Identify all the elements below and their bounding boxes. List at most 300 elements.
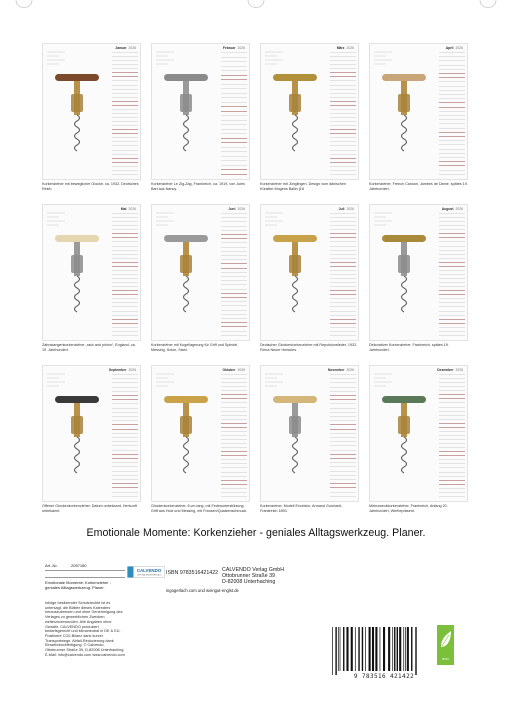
barcode-bar xyxy=(399,627,401,671)
day-line xyxy=(221,293,247,294)
day-line xyxy=(439,69,465,70)
day-line xyxy=(439,170,465,171)
day-line xyxy=(221,407,247,408)
day-line xyxy=(112,246,138,247)
day-line xyxy=(330,302,356,303)
month-year: 2026 xyxy=(346,368,354,372)
day-line xyxy=(330,241,356,242)
day-line xyxy=(439,451,465,452)
month-year: 2026 xyxy=(346,207,354,211)
day-line xyxy=(439,407,465,408)
day-line xyxy=(439,225,465,226)
day-line xyxy=(221,52,247,53)
day-line xyxy=(439,476,465,477)
month-name: Juli xyxy=(338,207,345,211)
month-caption: Korkenzieher, French Cancan, Jambes de Dame, spätes 19. Jahrhundert. xyxy=(369,182,468,191)
day-line xyxy=(112,412,138,413)
day-line xyxy=(439,262,465,263)
day-line xyxy=(439,60,465,61)
day-line xyxy=(112,250,138,251)
article-number xyxy=(45,563,125,568)
barcode-bar xyxy=(392,627,393,671)
day-line xyxy=(330,137,356,138)
day-line xyxy=(112,483,138,484)
day-line xyxy=(221,230,247,231)
day-line xyxy=(221,284,247,285)
day-line xyxy=(439,52,465,53)
day-line xyxy=(112,262,138,263)
day-line xyxy=(112,387,138,388)
barcode-bar xyxy=(355,627,356,671)
day-line xyxy=(112,85,138,86)
day-line xyxy=(330,133,356,134)
day-line xyxy=(439,431,465,432)
day-line xyxy=(221,374,247,375)
publisher-line: Ottobrunner Straße 39 xyxy=(222,573,275,580)
day-line xyxy=(221,419,247,420)
barcode-bar xyxy=(411,627,412,671)
day-line xyxy=(439,65,465,66)
month-photo-frame xyxy=(151,365,250,502)
day-line xyxy=(330,93,356,94)
day-line xyxy=(221,394,247,395)
day-line xyxy=(221,115,247,116)
day-line xyxy=(221,476,247,477)
month-year: 2026 xyxy=(128,207,136,211)
day-line xyxy=(330,315,356,316)
day-line xyxy=(330,258,356,259)
day-line xyxy=(112,327,138,328)
day-line xyxy=(439,488,465,489)
day-line xyxy=(221,459,247,460)
day-line xyxy=(330,382,356,383)
month-name: April xyxy=(445,46,454,50)
day-line xyxy=(221,318,247,319)
day-line xyxy=(330,395,356,396)
month-name: September xyxy=(108,368,127,372)
day-line xyxy=(112,315,138,316)
day-line xyxy=(221,133,247,134)
month-year: 2026 xyxy=(346,46,354,50)
barcode xyxy=(328,627,440,679)
day-line xyxy=(439,56,465,57)
month-cell xyxy=(260,204,359,356)
day-line xyxy=(439,123,465,124)
day-line xyxy=(221,111,247,112)
day-line xyxy=(112,150,138,151)
corkscrew-photo xyxy=(261,366,331,501)
day-line xyxy=(112,278,138,279)
day-line xyxy=(330,387,356,388)
barcode-bar xyxy=(388,627,390,671)
day-line xyxy=(439,398,465,399)
day-line xyxy=(330,158,356,159)
month-caption: Deutscher Glockenkorkenzieher mit Repulsionsfeder, 1932, Firma Neuer Herkules. xyxy=(260,343,358,352)
day-line xyxy=(221,322,247,323)
day-line xyxy=(112,145,138,146)
day-line xyxy=(112,399,138,400)
month-cell xyxy=(151,43,250,195)
day-line xyxy=(112,254,138,255)
day-line xyxy=(112,229,138,230)
day-line xyxy=(330,225,356,226)
month-photo-frame xyxy=(42,365,141,502)
day-lines xyxy=(112,374,138,500)
day-lines xyxy=(330,52,356,178)
day-line xyxy=(330,335,356,336)
barcode-bar xyxy=(380,627,381,671)
barcode-bar xyxy=(335,627,336,675)
day-line xyxy=(112,311,138,312)
day-line xyxy=(439,217,465,218)
day-line xyxy=(221,106,247,107)
day-line xyxy=(330,412,356,413)
day-line xyxy=(330,496,356,497)
day-line xyxy=(112,117,138,118)
day-line xyxy=(112,466,138,467)
day-line xyxy=(439,119,465,120)
month-year: 2026 xyxy=(237,368,245,372)
day-line xyxy=(439,286,465,287)
day-line xyxy=(439,443,465,444)
barcode-number: 9 783516 421422 xyxy=(353,673,415,680)
day-line xyxy=(330,266,356,267)
day-line xyxy=(112,113,138,114)
day-line xyxy=(221,435,247,436)
day-line xyxy=(112,97,138,98)
month-label xyxy=(328,368,354,372)
day-line xyxy=(112,60,138,61)
day-line xyxy=(112,141,138,142)
day-line xyxy=(330,68,356,69)
day-line xyxy=(439,378,465,379)
barcode-bar xyxy=(343,627,344,671)
day-line xyxy=(330,246,356,247)
day-line xyxy=(221,310,247,311)
day-line xyxy=(330,327,356,328)
day-line xyxy=(221,259,247,260)
month-label xyxy=(222,368,245,372)
day-line xyxy=(221,221,247,222)
day-line xyxy=(221,289,247,290)
day-line xyxy=(112,174,138,175)
day-line xyxy=(439,140,465,141)
day-line xyxy=(439,394,465,395)
day-line xyxy=(330,323,356,324)
day-line xyxy=(221,488,247,489)
day-line xyxy=(439,390,465,391)
day-line xyxy=(112,323,138,324)
day-line xyxy=(439,447,465,448)
day-line xyxy=(112,437,138,438)
month-name: August xyxy=(441,207,454,211)
day-line xyxy=(112,233,138,234)
day-lines xyxy=(439,374,465,500)
day-line xyxy=(439,302,465,303)
month-name: Dezember xyxy=(437,368,454,372)
day-line xyxy=(112,433,138,434)
day-line xyxy=(330,294,356,295)
month-photo-frame xyxy=(42,204,141,341)
day-line xyxy=(439,290,465,291)
day-line xyxy=(112,420,138,421)
page-title: Emotionale Momente: Korkenzieher - geniales Alltagswerkzeug. Planer. xyxy=(86,527,426,539)
month-cell xyxy=(369,365,468,517)
day-line xyxy=(439,115,465,116)
corkscrew-photo xyxy=(43,366,113,501)
month-name: März xyxy=(336,46,345,50)
day-line xyxy=(330,154,356,155)
day-line xyxy=(221,238,247,239)
day-line xyxy=(221,411,247,412)
day-line xyxy=(221,93,247,94)
publisher-line: D-82008 Unterhaching xyxy=(222,579,276,586)
day-lines xyxy=(221,213,247,339)
month-caption: Offener Glockenkorkenzieher. Datum unbekannt, Herkunft unbekannt. xyxy=(42,504,137,513)
month-cell xyxy=(260,43,359,195)
day-lines xyxy=(439,213,465,339)
day-line xyxy=(112,133,138,134)
month-photo-frame xyxy=(151,204,250,341)
day-line xyxy=(439,153,465,154)
month-photo-frame xyxy=(260,43,359,180)
day-line xyxy=(112,286,138,287)
day-line xyxy=(112,213,138,214)
barcode-bar xyxy=(340,627,341,671)
day-line xyxy=(221,451,247,452)
day-line xyxy=(112,68,138,69)
month-photo-frame xyxy=(260,365,359,502)
day-line xyxy=(221,390,247,391)
day-line xyxy=(439,102,465,103)
day-line xyxy=(330,483,356,484)
day-line xyxy=(112,105,138,106)
logo-text: CALVENDO xyxy=(136,568,162,573)
month-label xyxy=(115,46,136,50)
month-photo-frame xyxy=(151,43,250,180)
month-label xyxy=(121,207,136,211)
day-line xyxy=(221,169,247,170)
day-line xyxy=(112,319,138,320)
day-line xyxy=(439,411,465,412)
day-line xyxy=(112,80,138,81)
day-line xyxy=(221,147,247,148)
day-line xyxy=(439,98,465,99)
day-line xyxy=(112,429,138,430)
day-line xyxy=(330,76,356,77)
day-line xyxy=(439,435,465,436)
month-caption: Glockenkorkenzieher, 6 cm lang, mit Federunterstützung, Griff aus Holz und Messing, mit Fransen/Quastenschmuck. xyxy=(151,504,248,513)
month-caption: Korkenzieher mit beweglicher Glocke, ca. 1932, Deutsches Reich. xyxy=(42,182,139,191)
month-photo-frame xyxy=(260,204,359,341)
day-line xyxy=(330,254,356,255)
day-line xyxy=(221,398,247,399)
day-line xyxy=(221,247,247,248)
month-photo-frame xyxy=(42,43,141,180)
day-line xyxy=(221,217,247,218)
day-line xyxy=(330,162,356,163)
barcode-bar xyxy=(369,627,371,671)
day-line xyxy=(439,419,465,420)
day-line xyxy=(439,327,465,328)
day-line xyxy=(439,455,465,456)
day-line xyxy=(330,221,356,222)
month-cell xyxy=(260,365,359,517)
month-caption: Korkenzieher mit Jünglingen. Design vom dänischen Künstler Mogens Ballin [18 xyxy=(260,182,346,191)
day-line xyxy=(112,221,138,222)
day-line xyxy=(330,97,356,98)
day-line xyxy=(112,391,138,392)
barcode-bar xyxy=(405,627,406,671)
day-line xyxy=(330,72,356,73)
day-line xyxy=(330,378,356,379)
day-line xyxy=(439,229,465,230)
day-line xyxy=(112,217,138,218)
day-line xyxy=(330,374,356,375)
day-line xyxy=(221,226,247,227)
day-line xyxy=(221,427,247,428)
day-line xyxy=(330,331,356,332)
day-line xyxy=(221,234,247,235)
month-cell xyxy=(42,43,141,195)
day-line xyxy=(330,229,356,230)
day-line xyxy=(112,378,138,379)
day-line xyxy=(330,113,356,114)
corkscrew-photo xyxy=(261,205,331,340)
day-line xyxy=(221,160,247,161)
day-line xyxy=(221,472,247,473)
day-line xyxy=(112,331,138,332)
eco-badge xyxy=(437,625,454,665)
day-line xyxy=(439,213,465,214)
day-line xyxy=(112,403,138,404)
day-line xyxy=(112,274,138,275)
day-line xyxy=(112,225,138,226)
day-line xyxy=(439,467,465,468)
day-line xyxy=(439,165,465,166)
month-year: 2026 xyxy=(455,207,463,211)
day-line xyxy=(221,151,247,152)
month-caption: Zahnstangenkorkenzieher „rack and pinion“, England, ca. 19. Jahrhundert. xyxy=(42,343,136,352)
day-line xyxy=(330,145,356,146)
day-line xyxy=(330,408,356,409)
month-caption: Korkenzieher Le Zig-Zag, Frankreich, ca. 1919, von Jules Bart aus Nancy. xyxy=(151,182,245,191)
day-line xyxy=(439,157,465,158)
day-line xyxy=(112,479,138,480)
day-line xyxy=(221,138,247,139)
month-year: 2026 xyxy=(237,207,245,211)
barcode-bar xyxy=(415,627,416,675)
day-line xyxy=(221,66,247,67)
day-line xyxy=(112,170,138,171)
day-line xyxy=(112,129,138,130)
day-line xyxy=(330,117,356,118)
publisher-line: CALVENDO Verlag GmbH xyxy=(222,567,285,573)
day-line xyxy=(221,102,247,103)
corkscrew-photo xyxy=(43,44,113,179)
barcode-bar xyxy=(362,627,363,671)
day-line xyxy=(330,270,356,271)
day-line xyxy=(330,454,356,455)
day-line xyxy=(330,274,356,275)
day-line xyxy=(439,90,465,91)
month-cell xyxy=(369,204,468,356)
day-lines xyxy=(221,374,247,500)
day-line xyxy=(330,391,356,392)
day-line xyxy=(112,298,138,299)
day-line xyxy=(330,85,356,86)
day-line xyxy=(112,89,138,90)
day-line xyxy=(330,237,356,238)
month-caption: Mehrzweckkorkenzieher, Frankreich, Anfang 20. Jahrhundert, Werbepräsent. xyxy=(369,504,448,513)
day-line xyxy=(221,165,247,166)
day-line xyxy=(330,64,356,65)
month-photo-frame xyxy=(369,365,468,502)
day-line xyxy=(221,213,247,214)
day-line xyxy=(439,246,465,247)
day-line xyxy=(112,158,138,159)
day-line xyxy=(112,166,138,167)
day-line xyxy=(330,445,356,446)
day-line xyxy=(112,237,138,238)
day-line xyxy=(221,70,247,71)
day-line xyxy=(330,60,356,61)
legal-notice: Infolge besitzender Schutzrechte ist es untersagt, die Blätter dieses Kalenders herauszutrennen und ohne Genehmigung des Verlages zu gewerblichen Zwecken weiterzuverwenden. Alle Angaben ohne Gewähr. CALVENDO produziert bedarfsgerecht und klimaneutral in DE & EU. Positivere CO2-Bilanz dank kurzer Transportwege. Abfall-Reduzierung dank Einwebdruckfertigung. © Calvendo, Ottobrunner Straße 39, D-82008 Unterhaching. E-Mail: info@calvendo.com www.calvendo.com xyxy=(45,601,125,657)
day-line xyxy=(112,258,138,259)
day-line xyxy=(439,274,465,275)
day-line xyxy=(439,415,465,416)
day-line xyxy=(439,128,465,129)
day-line xyxy=(221,314,247,315)
day-line xyxy=(439,237,465,238)
day-line xyxy=(221,84,247,85)
day-line xyxy=(221,480,247,481)
month-photo-frame xyxy=(369,204,468,341)
hanger-center xyxy=(247,0,265,14)
day-line xyxy=(112,496,138,497)
day-line xyxy=(112,492,138,493)
day-line xyxy=(439,241,465,242)
day-line xyxy=(112,266,138,267)
day-line xyxy=(439,427,465,428)
day-line xyxy=(439,136,465,137)
day-line xyxy=(221,423,247,424)
barcode-bar xyxy=(358,627,359,671)
day-line xyxy=(330,479,356,480)
day-line xyxy=(330,475,356,476)
day-line xyxy=(439,111,465,112)
day-line xyxy=(439,315,465,316)
day-line xyxy=(439,306,465,307)
day-line xyxy=(439,107,465,108)
day-line xyxy=(439,439,465,440)
day-line xyxy=(330,129,356,130)
barcode-bar xyxy=(403,627,404,671)
day-line xyxy=(330,141,356,142)
day-line xyxy=(439,311,465,312)
corkscrew-photo xyxy=(152,44,222,179)
day-line xyxy=(439,161,465,162)
day-line xyxy=(112,72,138,73)
day-line xyxy=(112,454,138,455)
barcode-bar xyxy=(383,627,385,671)
month-label xyxy=(437,368,463,372)
day-line xyxy=(439,319,465,320)
day-line xyxy=(439,496,465,497)
day-line xyxy=(221,79,247,80)
day-line xyxy=(112,52,138,53)
month-name: Oktober xyxy=(222,368,236,372)
